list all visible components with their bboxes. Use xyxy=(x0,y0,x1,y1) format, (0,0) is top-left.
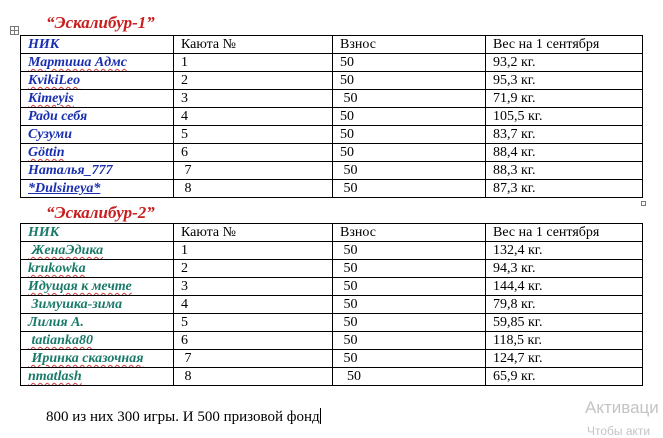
fee-cell: 50 xyxy=(333,332,486,350)
cabin-cell: 8 xyxy=(174,180,333,198)
nick-cell: Наталья_777 xyxy=(21,162,174,180)
nick-text: Göttin xyxy=(28,145,65,160)
cabin-cell: 8 xyxy=(174,368,333,386)
nick-cell xyxy=(21,144,174,162)
cabin-cell: 5 xyxy=(174,314,333,332)
table-row xyxy=(21,350,643,368)
fee-cell: 50 xyxy=(333,72,486,90)
table-row xyxy=(21,126,643,144)
header-fee: Взнос xyxy=(333,36,486,54)
header-fee: Взнос xyxy=(333,224,486,242)
table-move-handle-icon[interactable] xyxy=(10,26,19,35)
table2-header-row xyxy=(21,224,643,242)
nick-cell xyxy=(21,260,174,278)
header-weight: Вес на 1 сентября xyxy=(486,224,643,242)
fee-cell: 50 xyxy=(333,126,486,144)
table1 xyxy=(20,35,643,198)
table-row xyxy=(21,332,643,350)
table-row xyxy=(21,54,643,72)
weight-cell: 124,7 кг. xyxy=(486,350,643,368)
footer-paragraph[interactable] xyxy=(46,408,321,426)
table-row xyxy=(21,242,643,260)
table-row xyxy=(21,90,643,108)
nick-text: ЖенаЭдика xyxy=(28,243,104,258)
nick-text: nmatlash xyxy=(28,369,82,384)
table-resize-handle[interactable] xyxy=(641,201,646,206)
footer-text: 800 из них 300 игры. И 500 призовой фонд xyxy=(46,409,320,425)
table-row xyxy=(21,314,643,332)
weight-cell: 144,4 кг. xyxy=(486,278,643,296)
cabin-cell: 1 xyxy=(174,242,333,260)
cabin-cell: 1 xyxy=(174,54,333,72)
fee-cell: 50 xyxy=(333,260,486,278)
nick-text: Идущая к мечте xyxy=(28,279,132,294)
weight-cell: 94,3 кг. xyxy=(486,260,643,278)
weight-cell: 95,3 кг. xyxy=(486,72,643,90)
table-row xyxy=(21,144,643,162)
weight-cell: 118,5 кг. xyxy=(486,332,643,350)
weight-cell: 105,5 кг. xyxy=(486,108,643,126)
cabin-cell: 5 xyxy=(174,126,333,144)
fee-cell: 50 xyxy=(333,90,486,108)
weight-cell: 93,2 кг. xyxy=(486,54,643,72)
cabin-cell: 4 xyxy=(174,108,333,126)
nick-cell: Сузуми xyxy=(21,126,174,144)
fee-cell: 50 xyxy=(333,350,486,368)
weight-cell: 83,7 кг. xyxy=(486,126,643,144)
nick-cell xyxy=(21,350,174,368)
weight-cell: 88,3 кг. xyxy=(486,162,643,180)
cabin-cell: 2 xyxy=(174,260,333,278)
weight-cell: 79,8 кг. xyxy=(486,296,643,314)
text-cursor xyxy=(320,408,321,424)
weight-cell: 132,4 кг. xyxy=(486,242,643,260)
nick-cell: Зимушка-зима xyxy=(21,296,174,314)
nick-cell xyxy=(21,332,174,350)
table-row xyxy=(21,72,643,90)
nick-cell: Лилия А. xyxy=(21,314,174,332)
header-nick: НИК xyxy=(21,36,174,54)
weight-cell: 65,9 кг. xyxy=(486,368,643,386)
cabin-cell: 7 xyxy=(174,162,333,180)
weight-cell: 59,85 кг. xyxy=(486,314,643,332)
table1-title: “Эскалибур-1” xyxy=(46,13,155,32)
nick-text: tatianka80 xyxy=(28,333,93,348)
nick-text[interactable]: *Dulsineya* xyxy=(28,181,101,196)
nick-cell xyxy=(21,278,174,296)
nick-cell xyxy=(21,72,174,90)
nick-cell xyxy=(21,242,174,260)
fee-cell: 50 xyxy=(333,108,486,126)
nick-cell xyxy=(21,90,174,108)
table2-title: “Эскалибур-2” xyxy=(46,203,155,222)
fee-cell: 50 xyxy=(333,180,486,198)
fee-cell: 50 xyxy=(333,314,486,332)
nick-text: Иринка сказочная xyxy=(28,351,144,366)
table-row xyxy=(21,278,643,296)
table-row xyxy=(21,180,643,198)
nick-text: KvikiLeo xyxy=(28,73,81,88)
fee-cell: 50 xyxy=(333,162,486,180)
fee-cell: 50 xyxy=(333,242,486,260)
cabin-cell: 6 xyxy=(174,332,333,350)
table-row xyxy=(21,296,643,314)
nick-cell xyxy=(21,54,174,72)
fee-cell: 50 xyxy=(333,54,486,72)
fee-cell: 50 xyxy=(333,368,486,386)
cabin-cell: 3 xyxy=(174,278,333,296)
table-row xyxy=(21,368,643,386)
weight-cell: 71,9 кг. xyxy=(486,90,643,108)
activation-watermark-subtext: Чтобы акти xyxy=(587,424,651,438)
activation-watermark: Активаци xyxy=(585,398,659,417)
table2 xyxy=(20,223,643,386)
header-cabin: Каюта № xyxy=(174,224,333,242)
table-row xyxy=(21,260,643,278)
header-cabin: Каюта № xyxy=(174,36,333,54)
cabin-cell: 4 xyxy=(174,296,333,314)
fee-cell: 50 xyxy=(333,144,486,162)
cabin-cell: 2 xyxy=(174,72,333,90)
nick-cell xyxy=(21,368,174,386)
header-weight: Вес на 1 сентября xyxy=(486,36,643,54)
header-nick: НИК xyxy=(21,224,174,242)
cabin-cell: 3 xyxy=(174,90,333,108)
cabin-cell: 7 xyxy=(174,350,333,368)
fee-cell: 50 xyxy=(333,278,486,296)
nick-cell: Ради себя xyxy=(21,108,174,126)
nick-cell xyxy=(21,180,174,198)
cabin-cell: 6 xyxy=(174,144,333,162)
table-row xyxy=(21,162,643,180)
nick-text: krukowka xyxy=(28,261,86,276)
table-row xyxy=(21,108,643,126)
nick-text: Мартиша Адмс xyxy=(28,55,127,70)
table1-header-row xyxy=(21,36,643,54)
weight-cell: 88,4 кг. xyxy=(486,144,643,162)
nick-text: Kimeyis xyxy=(28,91,74,106)
weight-cell: 87,3 кг. xyxy=(486,180,643,198)
fee-cell: 50 xyxy=(333,296,486,314)
